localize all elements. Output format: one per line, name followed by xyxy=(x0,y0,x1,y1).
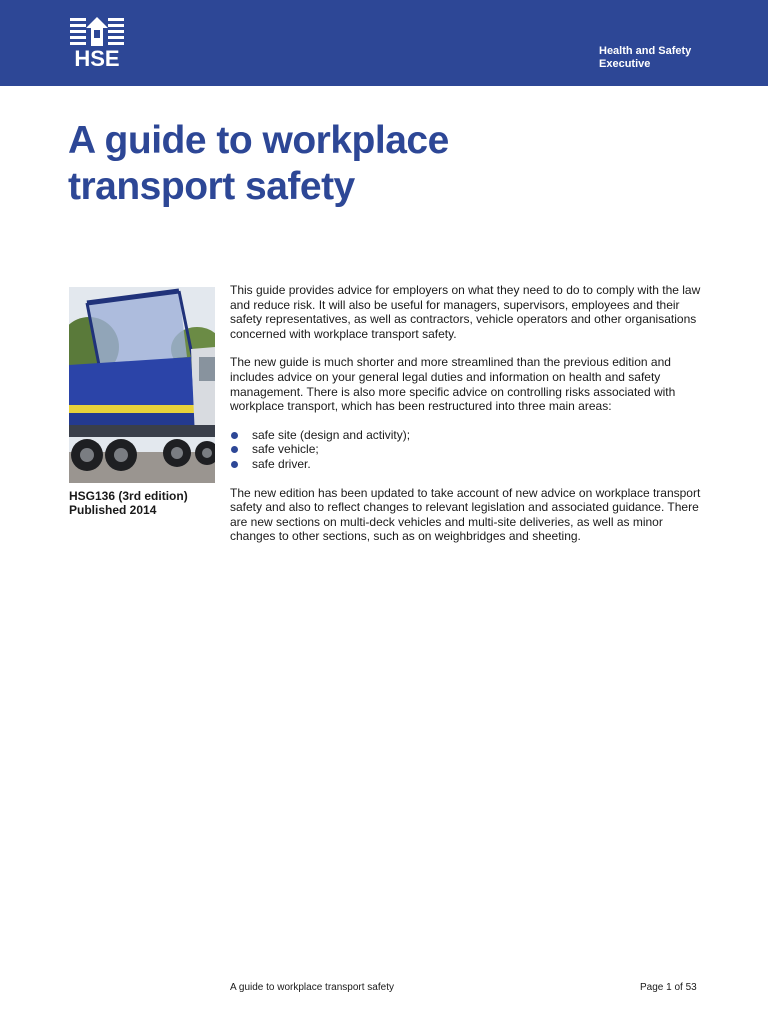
key-areas-list xyxy=(230,428,702,472)
bullet-text: safe vehicle; xyxy=(252,442,319,457)
organisation-name xyxy=(599,45,749,71)
bullet-icon xyxy=(231,432,238,439)
list-item xyxy=(230,442,702,457)
body-text xyxy=(230,283,702,558)
org-name-line1: Health and Safety xyxy=(599,45,692,57)
footer-page-number: Page 1 of 53 xyxy=(640,982,697,993)
bullet-text: safe site (design and activity); xyxy=(252,427,411,442)
bullet-text: safe driver. xyxy=(252,456,311,471)
truck-illustration xyxy=(69,287,215,483)
list-item xyxy=(230,457,702,472)
publication-caption xyxy=(69,489,219,517)
new-guide-paragraph: The new guide is much shorter and more streamlined than the previous edition and includes advice on your general legal duties and information on health and safety management. There is also more specific advice on controlling risks associated with workplace transport, which has been restructured into three main areas: xyxy=(230,355,676,414)
org-name-line2: Executive xyxy=(599,58,651,70)
title-line2: transport safety xyxy=(68,165,355,208)
hse-logo-text: HSE xyxy=(74,46,120,71)
new-edition-paragraph: The new edition has been updated to take account of new advice on workplace transport safety and also to reflect changes to relevant legislation and associated guidance. There are new sections on multi-deck vehicles and multi-site deliveries, as well as minor changes to other sections, such as on weighbridges and sheeting. xyxy=(230,485,701,544)
footer-document-title: A guide to workplace transport safety xyxy=(230,982,394,993)
page-header xyxy=(0,0,768,86)
title-line1: A guide to workplace xyxy=(68,119,449,162)
bullet-icon xyxy=(231,461,238,468)
bullet-icon xyxy=(231,446,238,453)
publication-code: HSG136 (3rd edition) xyxy=(69,489,188,503)
intro-paragraph: This guide provides advice for employers on what they need to do to comply with the law and reduce risk. It will also be useful for managers, supervisors, employees and their safety representatives, as well as contractors, vehicle operators and other organisations concerned with workplace transport safety. xyxy=(230,283,701,341)
document-title xyxy=(68,118,708,210)
list-item xyxy=(230,428,702,443)
cover-photo-tipper-truck xyxy=(69,287,215,483)
publication-date: Published 2014 xyxy=(69,503,157,517)
